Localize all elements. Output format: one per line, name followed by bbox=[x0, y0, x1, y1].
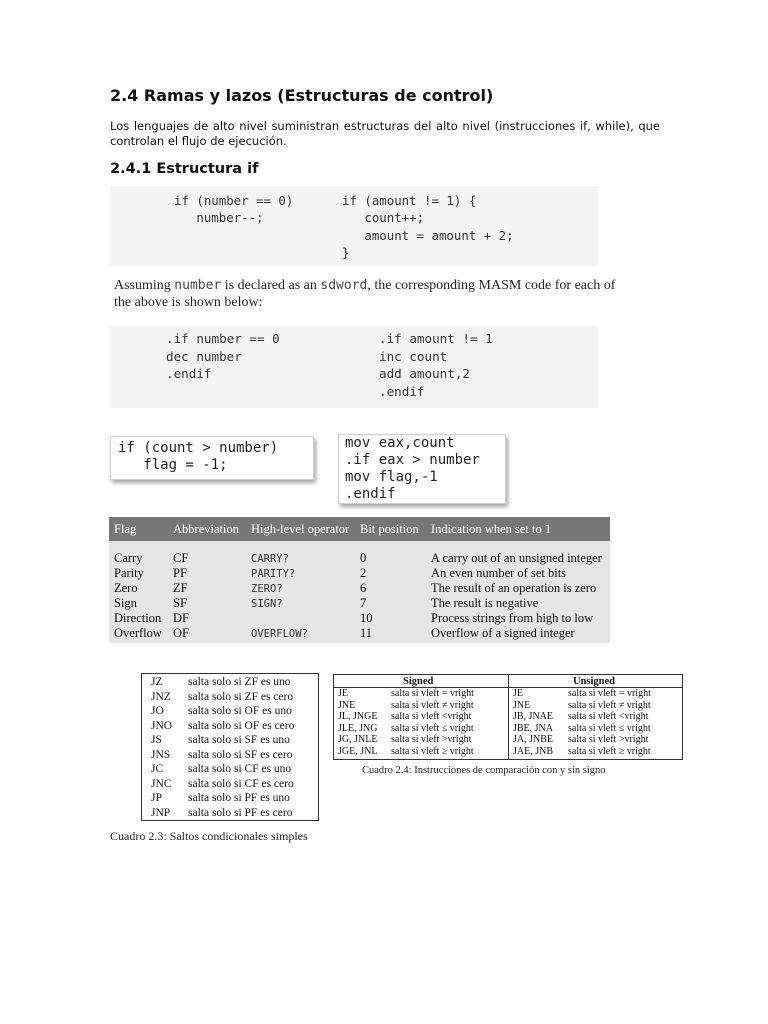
flag-name: Overflow bbox=[114, 626, 162, 640]
example-masm-box bbox=[338, 434, 506, 504]
unsigned-mnemonic: JNE bbox=[513, 699, 531, 711]
flag-abbr: SF bbox=[173, 596, 187, 610]
flag-operator: SIGN? bbox=[251, 598, 283, 610]
compare-header-unsigned: Unsigned bbox=[573, 676, 616, 687]
para-text-c: , the corresponding MASM code for each of the above is shown below: bbox=[114, 278, 616, 310]
jump-mnemonic: JNS bbox=[151, 748, 171, 761]
masm-code-left: .if number == 0 dec number .endif bbox=[166, 331, 280, 381]
example-c-code: if (count > number) flag = -1; bbox=[118, 440, 279, 473]
signed-mnemonic: JL, JNGE bbox=[338, 711, 378, 723]
jump-mnemonic: JO bbox=[151, 705, 164, 717]
compare-row bbox=[334, 734, 682, 746]
jump-description: salta solo si PF es cero bbox=[188, 806, 293, 819]
compare-row bbox=[334, 688, 682, 700]
jump-description: salta solo si CF es uno bbox=[188, 763, 292, 775]
para-code-sdword: sdword bbox=[320, 278, 368, 293]
flag-abbr: PF bbox=[173, 566, 187, 580]
jump-row bbox=[142, 705, 318, 720]
jump-row bbox=[142, 720, 318, 735]
c-code-left: if (number == 0) number--; bbox=[174, 193, 294, 226]
jump-row bbox=[142, 763, 318, 778]
flag-name: Sign bbox=[114, 596, 137, 610]
unsigned-description: salta si vleft ≤ vright bbox=[568, 722, 651, 734]
signed-description: salta si vleft <vright bbox=[391, 711, 472, 723]
jump-row bbox=[142, 691, 318, 706]
compare-row bbox=[334, 700, 682, 712]
jumps-table bbox=[141, 673, 319, 821]
flag-indication: The result of an operation is zero bbox=[431, 581, 597, 595]
signed-description: salta si vleft = vright bbox=[391, 688, 474, 699]
flags-header-bit: Bit position bbox=[360, 522, 419, 536]
compare-table bbox=[333, 674, 683, 760]
unsigned-mnemonic: JB, JNAE bbox=[513, 711, 554, 723]
compare-row bbox=[334, 746, 682, 758]
flag-abbr: OF bbox=[173, 626, 189, 640]
intro-paragraph: Los lenguajes de alto nivel suministran estructuras del alto nivel (instrucciones if, while), que controlan el flujo de ejecución. bbox=[110, 119, 660, 148]
signed-description: salta si vleft ≥ vright bbox=[391, 746, 474, 757]
flag-indication: Overflow of a signed integer bbox=[431, 626, 575, 640]
section-title: 2.4 Ramas y lazos (Estructuras de control) bbox=[110, 86, 494, 105]
masm-code-figure bbox=[110, 326, 598, 408]
compare-row bbox=[334, 723, 682, 735]
masm-code-right: .if amount != 1 inc count add amount,2 .endif bbox=[379, 331, 493, 399]
flags-table-header bbox=[109, 517, 610, 541]
jump-row bbox=[142, 807, 318, 822]
jump-row bbox=[142, 734, 318, 749]
jump-description: salta solo si ZF es uno bbox=[188, 676, 291, 688]
para-code-number: number bbox=[174, 278, 222, 293]
flag-bit: 0 bbox=[360, 551, 367, 565]
flag-bit: 7 bbox=[360, 596, 367, 610]
flag-name: Parity bbox=[114, 566, 144, 580]
unsigned-mnemonic: JE bbox=[513, 688, 523, 699]
flags-header-flag: Flag bbox=[114, 522, 137, 536]
flag-operator: CARRY? bbox=[251, 553, 289, 565]
flag-operator: OVERFLOW? bbox=[251, 628, 308, 640]
compare-table-caption: Cuadro 2.4: Instrucciones de comparación con y sin signo bbox=[362, 765, 606, 776]
unsigned-description: salta si vleft <vright bbox=[568, 711, 649, 723]
flag-bit: 2 bbox=[360, 566, 367, 580]
unsigned-description: salta si vleft ≠ vright bbox=[568, 699, 651, 711]
c-code-right: if (amount != 1) { count++; amount = amount + 2; } bbox=[342, 193, 514, 260]
jump-row bbox=[142, 792, 318, 807]
jump-mnemonic: JNP bbox=[151, 806, 171, 819]
signed-mnemonic: JE bbox=[338, 688, 348, 699]
flags-header-indication: Indication when set to 1 bbox=[431, 522, 552, 536]
flag-bit: 6 bbox=[360, 581, 367, 595]
jump-mnemonic: JNO bbox=[151, 719, 173, 732]
flag-name: Direction bbox=[114, 611, 162, 625]
compare-header-signed: Signed bbox=[403, 676, 434, 687]
flag-abbr: CF bbox=[173, 551, 189, 565]
flags-header-abbreviation: Abbreviation bbox=[173, 522, 239, 536]
jump-description: salta solo si CF es cero bbox=[188, 777, 294, 790]
subsection-title: 2.4.1 Estructura if bbox=[110, 161, 259, 177]
jump-mnemonic: JZ bbox=[151, 676, 163, 688]
para-text-a: Assuming bbox=[114, 278, 175, 293]
jump-description: salta solo si SF es cero bbox=[188, 748, 293, 761]
unsigned-description: salta si vleft >vright bbox=[568, 734, 649, 746]
jump-row bbox=[142, 676, 318, 691]
flags-table bbox=[109, 517, 610, 643]
jump-description: salta solo si SF es uno bbox=[188, 734, 290, 746]
signed-description: salta si vleft >vright bbox=[391, 734, 472, 746]
c-code-figure bbox=[110, 186, 598, 266]
flag-bit: 10 bbox=[360, 611, 373, 625]
jump-mnemonic: JC bbox=[151, 763, 164, 775]
para-text-b: is declared as an bbox=[221, 278, 321, 293]
signed-mnemonic: JNE bbox=[338, 699, 356, 711]
flag-operator: ZERO? bbox=[251, 583, 283, 595]
unsigned-mnemonic: JAE, JNB bbox=[513, 746, 554, 757]
flags-header-operator: High-level operator bbox=[251, 522, 350, 536]
jump-mnemonic: JNC bbox=[151, 777, 172, 790]
unsigned-mnemonic: JBE, JNA bbox=[513, 722, 554, 734]
jump-row bbox=[142, 749, 318, 764]
flag-indication: The result is negative bbox=[431, 596, 539, 610]
flag-operator: PARITY? bbox=[251, 568, 296, 580]
flag-name: Carry bbox=[114, 551, 143, 565]
unsigned-mnemonic: JA, JNBE bbox=[513, 734, 554, 746]
jump-description: salta solo si OF es cero bbox=[188, 719, 295, 732]
masm-explanation bbox=[114, 277, 634, 311]
flag-abbr: ZF bbox=[173, 581, 188, 595]
signed-mnemonic: JG, JNLE bbox=[338, 734, 378, 746]
jump-mnemonic: JNZ bbox=[151, 690, 171, 703]
flag-indication: Process strings from high to low bbox=[431, 611, 594, 625]
flag-name: Zero bbox=[114, 581, 138, 595]
signed-mnemonic: JGE, JNL bbox=[338, 746, 378, 757]
jump-description: salta solo si OF es uno bbox=[188, 705, 292, 717]
unsigned-description: salta si vleft ≥ vright bbox=[568, 746, 651, 757]
flag-abbr: DF bbox=[173, 611, 189, 625]
signed-description: salta si vleft ≤ vright bbox=[391, 722, 474, 734]
flag-indication: A carry out of an unsigned integer bbox=[431, 551, 602, 565]
example-masm-code: mov eax,count .if eax > number mov flag,-1 .endif bbox=[345, 435, 480, 502]
signed-description: salta si vleft ≠ vright bbox=[391, 699, 474, 711]
unsigned-description: salta si vleft = vright bbox=[568, 688, 651, 699]
jump-mnemonic: JP bbox=[151, 792, 162, 804]
jump-row bbox=[142, 778, 318, 793]
jumps-table-caption: Cuadro 2.3: Saltos condicionales simples bbox=[110, 829, 308, 843]
compare-row bbox=[334, 711, 682, 723]
jump-mnemonic: JS bbox=[151, 734, 162, 746]
flag-indication: An even number of set bits bbox=[431, 566, 567, 580]
jump-description: salta solo si ZF es cero bbox=[188, 690, 294, 703]
example-c-box bbox=[110, 436, 314, 480]
signed-mnemonic: JLE, JNG bbox=[338, 722, 378, 734]
flag-bit: 11 bbox=[360, 626, 373, 640]
jump-description: salta solo si PF es uno bbox=[188, 792, 290, 804]
